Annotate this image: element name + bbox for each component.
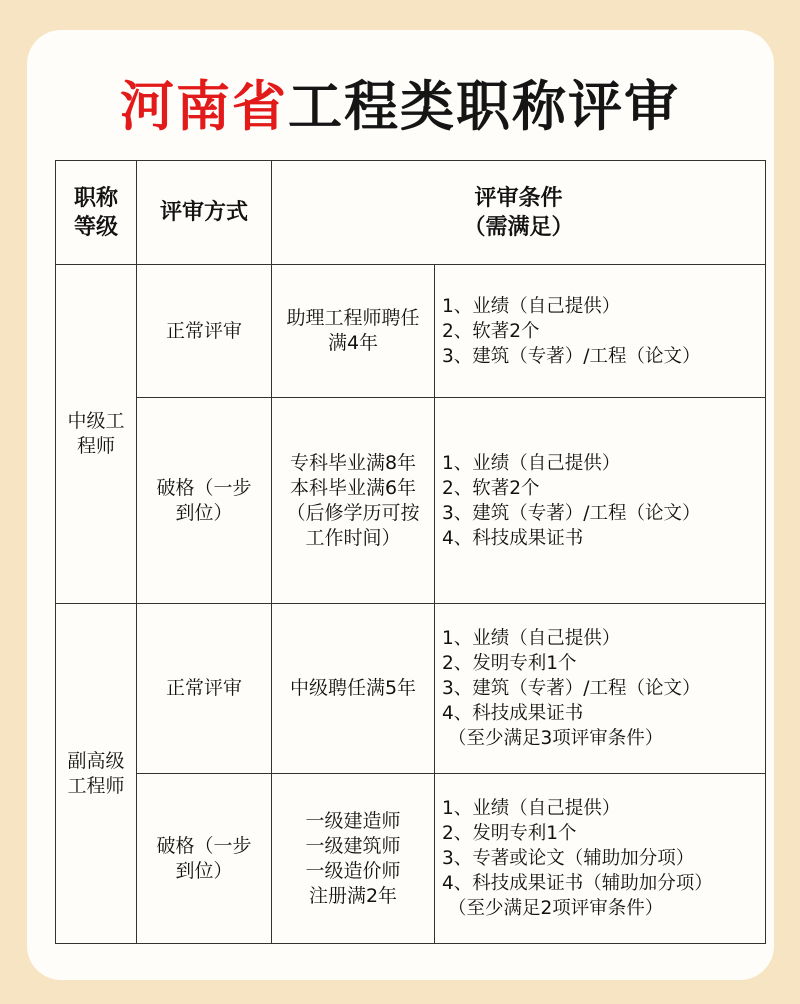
review-table — [55, 160, 766, 944]
condition-item: 1、业绩（自己提供） — [442, 798, 621, 819]
conditions-cell — [435, 398, 766, 604]
condition-item: 2、发明专利1个 — [442, 653, 577, 674]
level-label-line: 中级工 — [67, 410, 125, 432]
method-cell: 正常评审 — [137, 265, 272, 398]
condition-item: 4、科技成果证书（辅助加分项） — [442, 873, 713, 894]
requirement-line: 工作时间） — [305, 526, 401, 549]
condition-note: （至少满足3项评审条件） — [448, 728, 664, 749]
requirement-line: 一级建造师 — [305, 809, 401, 832]
requirement-cell — [272, 265, 435, 398]
requirement-line: 满4年 — [327, 332, 379, 354]
requirement-cell — [272, 398, 435, 604]
method-line: 到位） — [175, 501, 233, 524]
table-row — [56, 398, 766, 604]
level-label-line: 副高级 — [67, 749, 125, 772]
requirement-cell: 中级聘任满5年 — [272, 604, 435, 774]
method-line: 到位） — [175, 859, 233, 882]
condition-item: 1、业绩（自己提供） — [442, 452, 621, 474]
page-title — [0, 72, 800, 142]
requirement-line: 注册满2年 — [308, 884, 398, 907]
method-cell: 正常评审 — [137, 604, 272, 774]
method-line: 破格（一步 — [156, 476, 252, 499]
condition-item: 1、业绩（自己提供） — [442, 628, 621, 649]
condition-item: 2、软著2个 — [442, 320, 540, 342]
level-cell-mid — [56, 265, 137, 604]
level-cell-senior — [56, 604, 137, 944]
condition-note: （至少满足2项评审条件） — [448, 898, 664, 919]
header-level — [56, 161, 137, 265]
header-method: 评审方式 — [137, 161, 272, 265]
requirement-line: 一级建筑师 — [305, 834, 401, 857]
method-cell — [137, 398, 272, 604]
conditions-cell — [435, 604, 766, 774]
requirement-line: 一级造价师 — [305, 859, 401, 882]
method-cell — [137, 774, 272, 944]
header-conditions — [272, 161, 766, 265]
condition-item: 4、科技成果证书 — [442, 527, 584, 549]
requirement-line: 专科毕业满8年 — [289, 451, 417, 474]
level-label-line: 工程师 — [67, 774, 125, 797]
table-row — [56, 604, 766, 774]
condition-item: 2、发明专利1个 — [442, 823, 577, 844]
title-province: 河南省 — [120, 75, 288, 138]
requirement-line: 本科毕业满6年 — [289, 476, 417, 499]
requirement-cell — [272, 774, 435, 944]
header-conditions-title: 评审条件 — [474, 185, 563, 211]
conditions-cell — [435, 774, 766, 944]
header-row — [56, 161, 766, 265]
table-row — [56, 774, 766, 944]
header-conditions-subtitle: （需满足） — [463, 214, 574, 240]
method-line: 破格（一步 — [156, 834, 252, 857]
requirement-line: （后修学历可按 — [286, 501, 420, 524]
condition-item: 3、专著或论文（辅助加分项） — [442, 848, 695, 869]
header-level-line: 职称 — [73, 185, 118, 211]
table-row — [56, 265, 766, 398]
condition-item: 3、建筑（专著）/工程（论文） — [442, 678, 701, 699]
condition-item: 4、科技成果证书 — [442, 703, 584, 724]
condition-item: 3、建筑（专著）/工程（论文） — [442, 502, 701, 524]
condition-item: 1、业绩（自己提供） — [442, 295, 621, 317]
condition-item: 3、建筑（专著）/工程（论文） — [442, 345, 701, 367]
conditions-cell — [435, 265, 766, 398]
title-subject: 工程类职称评审 — [288, 75, 680, 138]
header-level-line: 等级 — [73, 214, 118, 240]
level-label-line: 程师 — [76, 435, 115, 457]
requirement-line: 助理工程师聘任 — [286, 307, 420, 329]
condition-item: 2、软著2个 — [442, 477, 540, 499]
